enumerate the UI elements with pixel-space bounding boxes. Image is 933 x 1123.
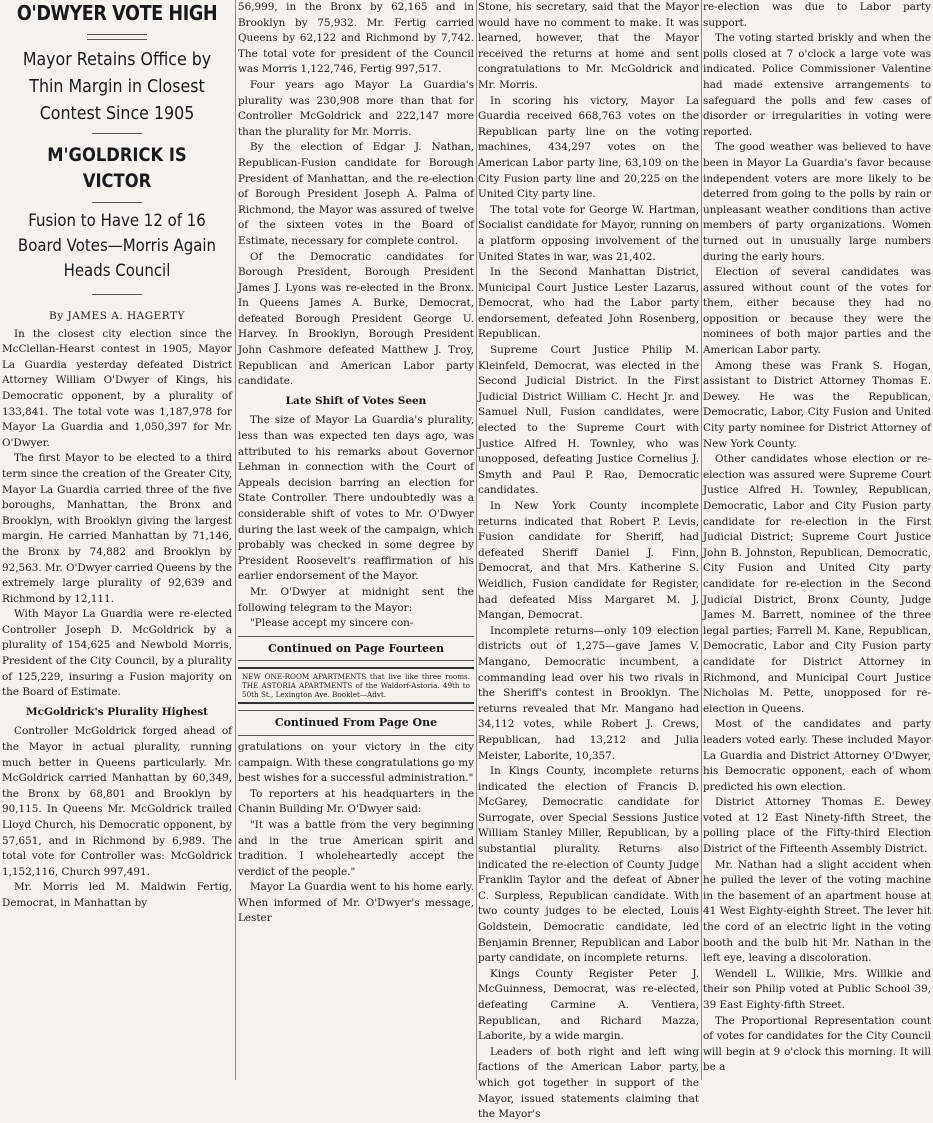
paragraph: Stone, his secretary, said that the Mayor would have no comment to make. It was learned, however, that the Mayor received the returns at home and sent congratulations to Mr. McGoldrick and Mr. Morris. bbox=[478, 1, 699, 91]
paragraph: The first Mayor to be elected to a third term since the creation of the Greater City, Mayor La Guardia carried three of the five boroughs, Manhattan, the Bronx and Brooklyn, with Brooklyn giving the largest margin. He carried Manhattan by 71,146, the Bronx by 74,882 and Brooklyn by 92,563. Mr. O'Dwyer carried Queens by the extremely large plurality of 92,639 and Richmond by 12,111. bbox=[2, 452, 232, 605]
paragraph: Leaders of both right and left wing factions of the American Labor party, which got together in support of the Mayor, issued statements claiming that the Mayor's bbox=[478, 1045, 699, 1121]
paragraph: Of the Democratic candidates for Borough President, Borough President James J. Lyons was re-elected in the Bronx. In Queens James A. Burke, Democrat, defeated Borough President George U. Harvey. In Brooklyn, Borough President John Cashmore defeated Matthew J. Troy, Republican and American Labor party candidate. bbox=[238, 250, 474, 388]
paragraph: In the closest city election since the McClellan-Hearst contest in 1905, Mayor La Guardia yesterday defeated District Attorney William O'Dwyer of Kings, his Democratic opponent, by a plurality of 133,841. The total vote was 1,187,978 for Mayor La Guardia and 1,050,397 for Mr. O'Dwyer. bbox=[2, 327, 232, 449]
subhead-late-shift: Late Shift of Votes Seen bbox=[285, 394, 427, 407]
paragraph: Most of the candidates and party leaders voted early. These included Mayor La Guardia and District Attorney O'Dwyer, his Democratic opponent, each of whom predicted his own election. bbox=[703, 718, 931, 793]
paragraph: District Attorney Thomas E. Dewey voted at 12 East Ninety-fifth Street, the polling place of the Fifty-third Election District of the Fifteenth Assembly District. bbox=[703, 796, 931, 856]
paragraph: To reporters at his headquarters in the Chanin Building Mr. O'Dwyer said: bbox=[238, 787, 474, 816]
paragraph: Supreme Court Justice Philip M. Kleinfeld, Democrat, was elected in the Second Judicial District. In the First Judicial District William C. Hecht Jr. and Samuel Null, Fusion candidates, were elected to the Supreme Court with Justice Alfred H. Townley, who was unopposed, defeating Justice Cornelius J. Smyth and Paul P. Rao, Democratic candidates. bbox=[478, 344, 699, 497]
headline-deck-3: Fusion to Have 12 of 16 Board Votes—Morris Again Heads Council bbox=[17, 211, 217, 281]
paragraph: Mr. Nathan had a slight accident when he pulled the lever of the voting machine in the basement of an apartment house at 41 West Eighty-eighth Street. The lever hit the cord of an electric light in the voting booth and the bulb hit Mr. Nathan in the left eye, leaving a discoloration. bbox=[703, 858, 931, 965]
paragraph: The voting started briskly and when the polls closed at 7 o'clock a large vote was indicated. Police Commissioner Valentine had made extensive arrangements to safeguard the polls and few cases of disorder or irregularities in voting were reported. bbox=[703, 32, 931, 138]
paragraph: Other candidates whose election or re-election was assured were Supreme Court Justice Alfred H. Townley, Republican, Democratic, Labor and City Fusion party candidate for re-election in the First Judicial District; Supreme Court Justice John B. Johnston, Republican, Democratic, City Fusion and United City party candidate for re-election in the Second Judicial District, Bronx County, Judge James M. Barrett, nominee of the three legal parties; Farrell M. Kane, Republican, Democratic, Labor and City Fusion party candidate for District Attorney in Richmond, and Municipal Court Justice Nicholas M. Pette, unopposed for re-election in Queens. bbox=[703, 453, 931, 715]
subhead-plurality: McGoldrick's Plurality Highest bbox=[25, 705, 209, 718]
deck-rule bbox=[92, 133, 142, 134]
paragraph: Kings County Register Peter J. McGuinness, Democrat, was re-elected, defeating Carmine A. Ventiera, Republican, and Richard Mazza, Laborite, by a wide margin. bbox=[478, 967, 699, 1043]
paragraph: Election of several candidates was assured without count of the votes for them, either because they had no opposition or because they were the nominees of both major parties and the American Labor party. bbox=[703, 266, 931, 357]
paragraph: With Mayor La Guardia were re-elected Controller Joseph D. McGoldrick by a plurality of 154,625 and Newbold Morris, President of the City Council, by a plurality of 125,229, insuring a Fusion majority on the Board of Estimate. bbox=[2, 608, 232, 699]
paragraph: 56,999, in the Bronx by 62,165 and in Brooklyn by 75,932. Mr. Fertig carried Queens by 62,122 and Richmond by 7,742. The total vote for president of the Council was Morris 1,122,746, Fertig 997,517. bbox=[238, 1, 474, 76]
paragraph: The Proportional Representation count of votes for candidates for the City Council will begin at 9 o'clock this morning. It will be a bbox=[703, 1014, 931, 1074]
paragraph: re-election was due to Labor party support. bbox=[703, 1, 931, 29]
main-headline: O'DWYER VOTE HIGH bbox=[16, 1, 218, 25]
headline-rule bbox=[87, 34, 147, 40]
column-1 bbox=[0, 0, 234, 1080]
deck-rule bbox=[92, 202, 142, 203]
paragraph: gratulations on your victory in the city campaign. With these congratulations go my best wishes for a successful administration." bbox=[238, 740, 474, 785]
paragraph: By the election of Edgar J. Nathan, Republican-Fusion candidate for Borough President of Manhattan, and the re-election of Borough President Joseph A. Palma of Richmond, the Mayor was assured of twelve of the sixteen votes in the Board of Estimate, necessary for complete control. bbox=[238, 141, 474, 247]
paragraph: "Please accept my sincere con- bbox=[250, 617, 414, 630]
paragraph: Wendell L. Willkie, Mrs. Willkie and their son Philip voted at Public School 39, 39 East Eighty-fifth Street. bbox=[703, 967, 931, 1011]
deck-rule bbox=[92, 294, 142, 295]
column-2 bbox=[236, 0, 476, 1080]
paragraph: Mr. O'Dwyer at midnight sent the following telegram to the Mayor: bbox=[238, 585, 474, 614]
continued-from-notice: Continued From Page One bbox=[238, 710, 474, 736]
column-3 bbox=[476, 0, 701, 1121]
paragraph: Incomplete returns—only 109 election districts out of 1,275—gave James V. Mangano, Democratic incumbent, a commanding lead over his two rivals in the Sheriff's contest in Brooklyn. The returns revealed that Mr. Mangano had 34,112 votes, while Robert J. Crews, Republican, had 13,212 and Julia Meister, Laborite, 10,357. bbox=[478, 624, 699, 762]
paragraph: Mayor La Guardia went to his home early. When informed of Mr. O'Dwyer's message, Lester bbox=[238, 881, 474, 925]
column-4 bbox=[701, 0, 933, 1080]
headline-deck-1: Mayor Retains Office by Thin Margin in Closest Contest Since 1905 bbox=[22, 49, 212, 124]
paragraph: In New York County incomplete returns indicated that Robert P. Levis, Fusion candidate for Sheriff, had defeated Sheriff Daniel J. Finn, Democrat, and that Mrs. Katherine S. Weidlich, Fusion candidate for Register, had defeated Miss Margaret M. J. Mangan, Democrat. bbox=[478, 500, 699, 622]
paragraph: Mr. Morris led M. Maldwin Fertig, Democrat, in Manhattan by bbox=[2, 881, 232, 909]
paragraph: The total vote for George W. Hartman, Socialist candidate for Mayor, running on a platform opposing involvement of the United States in war, was 21,402. bbox=[478, 203, 699, 263]
paragraph: In Kings County, incomplete returns indicated the election of Francis D. McGarey, Democratic candidate for Surrogate, over Special Sessions Justice William Stanley Miller, Republican, by a substantial plurality. Returns also indicated the re-election of County Judge Franklin Taylor and the defeat of Abner C. Surpless, Republican candidate. With two county judges to be elected, Louis Goldstein, Democratic candidate, led Benjamin Brenner, Republican and Labor party candidate, on incomplete returns. bbox=[478, 765, 699, 965]
headline-deck-2: M'GOLDRICK IS VICTOR bbox=[47, 144, 187, 192]
paragraph: The good weather was believed to have been in Mayor La Guardia's favor because independent voters are more likely to be deterred from going to the polls by rain or unpleasant weather conditions than active members of party organizations. Women turned out in unusually large numbers during the early hours. bbox=[703, 141, 931, 263]
continued-on-notice: Continued on Page Fourteen bbox=[238, 636, 474, 662]
byline: By JAMES A. HAGERTY bbox=[49, 310, 185, 322]
paragraph: The size of Mayor La Guardia's plurality, less than was expected ten days ago, was attributed to his remarks about Governor Lehman in connection with the Court of Appeals decision barring an election for State Controller. There undoubtedly was a considerable shift of votes to Mr. O'Dwyer during the last week of the campaign, which probably was checked in some degree by President Roosevelt's reaffirmation of his earlier endorsement of the Mayor. bbox=[238, 414, 474, 583]
paragraph: In the Second Manhattan District, Municipal Court Justice Lester Lazarus, Democrat, who had the Labor party endorsement, defeated John Rosenberg, Republican. bbox=[478, 266, 699, 341]
paragraph: In scoring his victory, Mayor La Guardia received 668,763 votes on the Republican party line on the voting machines, 434,297 votes on the American Labor party line, 63,109 on the City Fusion party line and 20,225 on the United City party line. bbox=[478, 94, 699, 201]
paragraph: "It was a battle from the very beginning and in the true American spirit and tradition. I wholeheartedly accept the verdict of the people." bbox=[238, 818, 474, 878]
paragraph: Among these was Frank S. Hogan, assistant to District Attorney Thomas E. Dewey. He was the Republican, Democratic, Labor, City Fusion and United City party nominee for District Attorney of New York County. bbox=[703, 359, 931, 450]
paragraph: Controller McGoldrick forged ahead of the Mayor in actual plurality, running much better in Queens particularly. Mr. McGoldrick carried Manhattan by 60,349, the Bronx by 68,801 and Brooklyn by 90,115. In Queens Mr. McGoldrick trailed Lloyd Church, his Democratic opponent, by 57,651, and in Richmond by 6,989. The total vote for Controller was: McGoldrick 1,152,116, Church 997,491. bbox=[2, 725, 232, 878]
paragraph: Four years ago Mayor La Guardia's plurality was 230,908 more than that for Controller McGoldrick and 222,147 more than the plurality for Mr. Morris. bbox=[238, 78, 474, 138]
advertisement: NEW ONE-ROOM APARTMENTS that live like three rooms. THE ASTORIA APARTMENTS of the Waldorf-Astoria. 49th to 50th St., Lexington Ave. Booklet—Advt. bbox=[238, 667, 474, 704]
